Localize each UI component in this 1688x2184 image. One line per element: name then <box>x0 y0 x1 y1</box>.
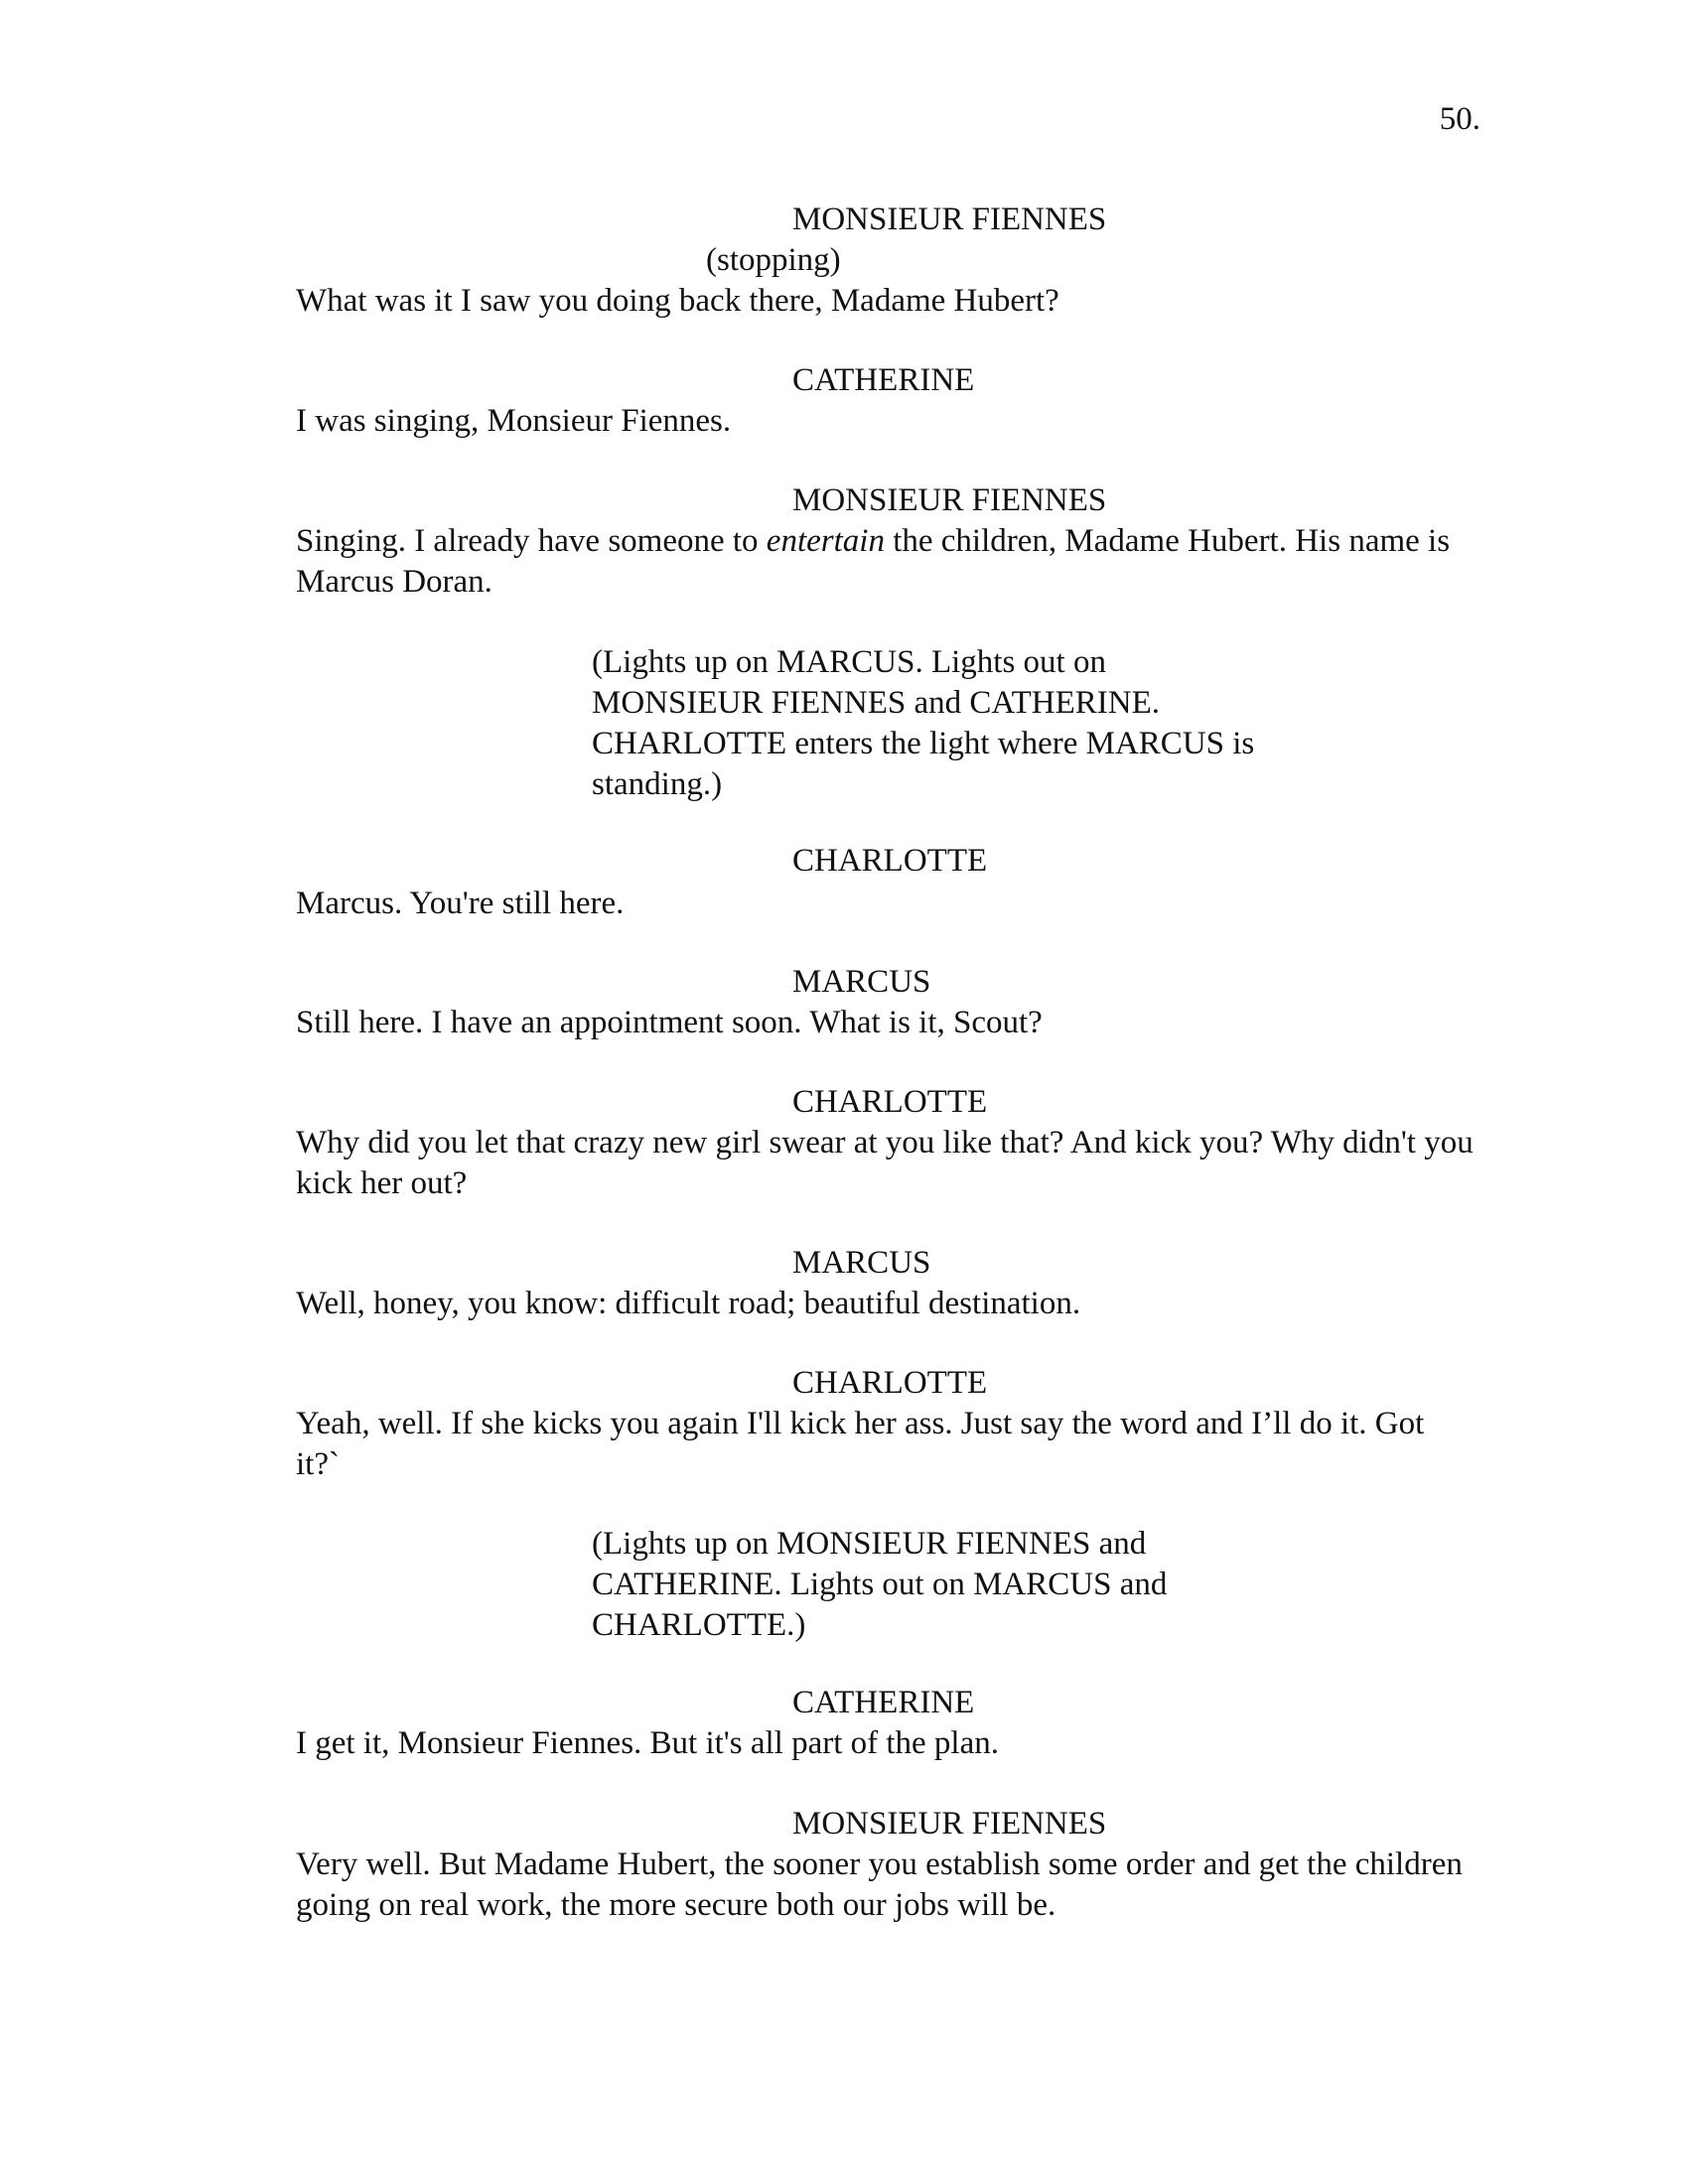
dialogue-line: Marcus Doran. <box>296 564 492 600</box>
character-name: CHARLOTTE <box>792 1084 988 1120</box>
parenthetical: (stopping) <box>706 242 841 278</box>
dialogue-line: Very well. But Madame Hubert, the sooner you establish some order and get the children <box>296 1846 1463 1882</box>
character-name: CATHERINE <box>792 1685 975 1720</box>
dialogue-text: the children, Madame Hubert. His name is <box>884 523 1451 559</box>
dialogue-line: Well, honey, you know: difficult road; beautiful destination. <box>296 1286 1081 1321</box>
direction-line: MONSIEUR FIENNES and CATHERINE. <box>592 685 1160 721</box>
dialogue-line: Still here. I have an appointment soon. What is it, Scout? <box>296 1005 1043 1040</box>
dialogue-line: I get it, Monsieur Fiennes. But it's all part of the plan. <box>296 1725 1000 1761</box>
dialogue-line: I was singing, Monsieur Fiennes. <box>296 403 732 439</box>
direction-line: (Lights up on MONSIEUR FIENNES and <box>592 1526 1147 1562</box>
page-number: 50. <box>1439 101 1480 137</box>
direction-line: CHARLOTTE.) <box>592 1607 806 1643</box>
dialogue-line <box>296 520 1482 562</box>
dialogue-line: kick her out? <box>296 1165 468 1201</box>
character-name: MONSIEUR FIENNES <box>792 1806 1107 1842</box>
dialogue-line: Marcus. You're still here. <box>296 886 625 921</box>
character-name: MARCUS <box>792 964 931 1000</box>
direction-line: CATHERINE. Lights out on MARCUS and <box>592 1567 1168 1602</box>
dialogue-text: Singing. I already have someone to <box>296 523 767 559</box>
dialogue-line: it?` <box>296 1446 340 1482</box>
direction-line: standing.) <box>592 766 723 802</box>
dialogue-line: What was it I saw you doing back there, Madame Hubert? <box>296 283 1059 319</box>
character-name: MARCUS <box>792 1245 931 1281</box>
dialogue-line: going on real work, the more secure both our jobs will be. <box>296 1887 1056 1923</box>
direction-line: (Lights up on MARCUS. Lights out on <box>592 644 1106 680</box>
dialogue-line: Why did you let that crazy new girl swear at you like that? And kick you? Why didn't you <box>296 1125 1474 1160</box>
character-name: MONSIEUR FIENNES <box>792 482 1107 518</box>
character-name: CATHERINE <box>792 362 975 398</box>
emphasized-word: entertain <box>766 523 885 559</box>
character-name: MONSIEUR FIENNES <box>792 202 1107 237</box>
direction-line: CHARLOTTE enters the light where MARCUS is <box>592 726 1255 761</box>
dialogue-line: Yeah, well. If she kicks you again I'll kick her ass. Just say the word and I’ll do it. Got <box>296 1406 1425 1441</box>
character-name: CHARLOTTE <box>792 843 988 879</box>
character-name: CHARLOTTE <box>792 1365 988 1401</box>
